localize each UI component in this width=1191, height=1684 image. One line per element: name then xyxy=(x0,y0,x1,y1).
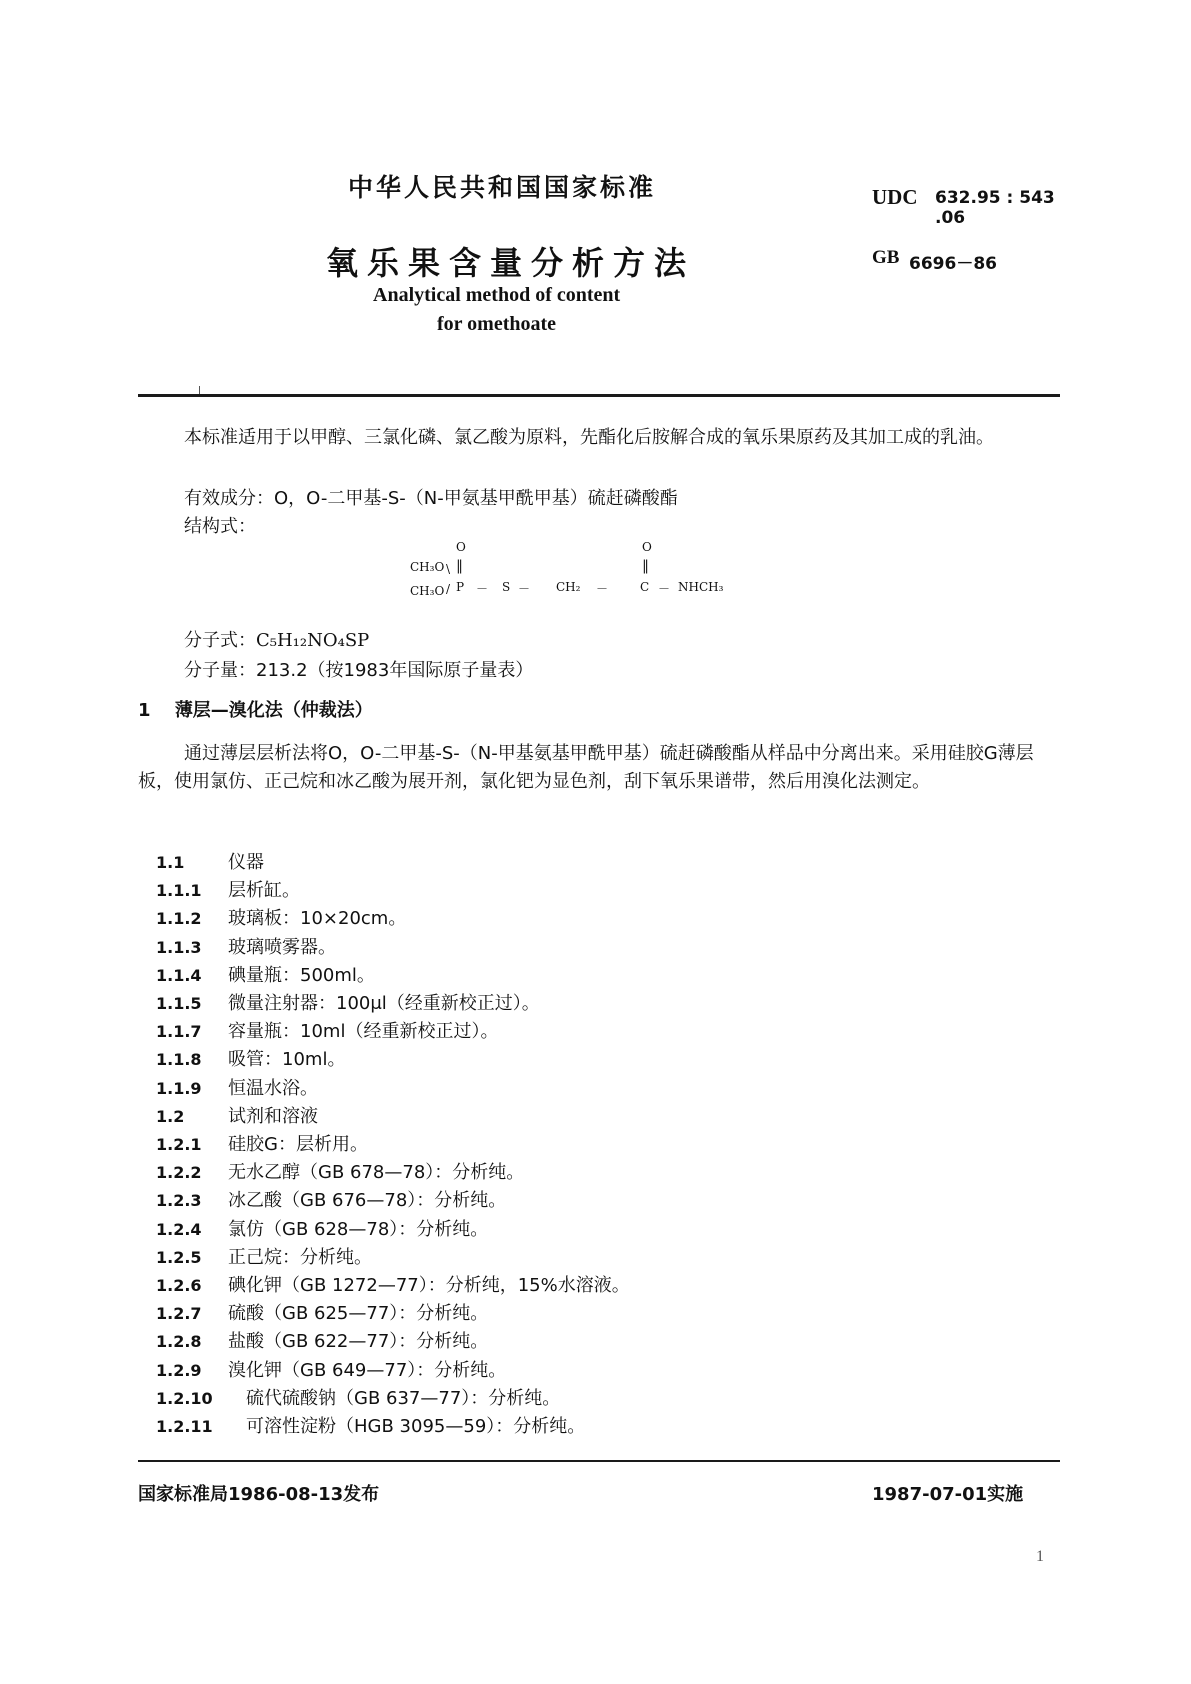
effective-date: 1987-07-01实施 xyxy=(872,1484,1024,1505)
bond-dash-1: － xyxy=(476,582,489,596)
structure-label: 结构式： xyxy=(184,516,256,537)
clause-number: 1.1.7 xyxy=(156,1022,202,1042)
clause-text: 玻璃喷雾器。 xyxy=(228,936,336,958)
page-number: 1 xyxy=(1036,1548,1044,1565)
structural-formula xyxy=(410,540,730,612)
clause-number: 1.2.5 xyxy=(156,1247,202,1267)
clause-number: 1.1.5 xyxy=(156,994,202,1013)
page-title: 氧乐果含量分析方法 xyxy=(326,244,696,282)
bond-upper: \ xyxy=(446,562,451,576)
clause-item xyxy=(156,1102,318,1128)
clause-text: 玻璃板：10×20cm。 xyxy=(228,908,407,930)
udc-value: 632.95 : 543 xyxy=(935,188,1055,208)
principle-paragraph: 通过薄层层析法将O，O-二甲基-S-（N-甲基氨基甲酰甲基）硫赶磷酸酯从样品中分离出来。采用硅胶G薄层板，使用氯仿、正己烷和冰乙酸为展开剂，氯化钯为显色剂，刮下氧乐果谱带，然后用溴化法测定。 xyxy=(138,743,1034,792)
clause-text: 盐酸（GB 622—77）：分析纯。 xyxy=(228,1331,489,1353)
clause-text: 硫代硫酸钠（GB 637—77）：分析纯。 xyxy=(246,1387,561,1409)
clause-item xyxy=(156,1299,488,1325)
clause-item xyxy=(156,933,336,959)
clause-text: 试剂和溶液 xyxy=(228,1105,318,1127)
clause-number: 1.2.10 xyxy=(156,1388,213,1408)
clause-number: 1.1 xyxy=(156,853,185,872)
clause-text: 仪器 xyxy=(228,852,264,873)
clause-text: 正己烷：分析纯。 xyxy=(228,1246,372,1268)
clause-text: 层析缸。 xyxy=(228,880,300,902)
clause-text: 碘量瓶：500ml。 xyxy=(228,964,375,986)
clause-text: 恒温水浴。 xyxy=(228,1077,318,1099)
methoxy-group-2: CH₃O xyxy=(410,584,445,598)
clause-number: 1.1.2 xyxy=(156,909,202,929)
clause-text: 吸管：10ml。 xyxy=(228,1049,346,1071)
clause-item xyxy=(156,1215,488,1241)
clause-text: 无水乙醇（GB 678—78）：分析纯。 xyxy=(228,1162,525,1184)
clause-text: 溴化钾（GB 649—77）：分析纯。 xyxy=(228,1359,507,1381)
gb-number: 6696－86 xyxy=(909,254,997,274)
clause-item xyxy=(156,989,540,1015)
clause-number: 1.2.4 xyxy=(156,1219,202,1239)
scope-paragraph: 本标准适用于以甲醇、三氯化磷、氯乙酸为原料，先酯化后胺解合成的氧乐果原药及其加工成的乳油。 xyxy=(184,427,994,448)
clause-item xyxy=(156,904,406,930)
methylamino-group: NHCH₃ xyxy=(678,580,724,594)
clause-item xyxy=(156,1356,506,1382)
molecular-mass: 分子量：213.2（按1983年国际原子量表） xyxy=(184,660,534,681)
clause-number: 1.2.8 xyxy=(156,1332,202,1352)
clause-number: 1.2.11 xyxy=(156,1417,213,1436)
standard-type: 中华人民共和国国家标准 xyxy=(348,173,657,202)
clause-item xyxy=(156,1017,498,1043)
bond-dash-4: － xyxy=(658,582,671,596)
clause-number: 1.2.6 xyxy=(156,1276,202,1295)
section-1-heading xyxy=(138,696,373,722)
clause-number: 1.1.8 xyxy=(156,1050,202,1070)
clause-number: 1.1.9 xyxy=(156,1078,202,1098)
top-rule xyxy=(138,394,1060,397)
clause-item xyxy=(156,1158,524,1184)
clause-text: 硅胶G：层析用。 xyxy=(228,1134,368,1155)
clause-number: 1.2.9 xyxy=(156,1360,202,1380)
clause-item xyxy=(156,961,375,987)
bottom-rule xyxy=(138,1460,1060,1462)
oxygen-top-left: O xyxy=(456,540,466,554)
active-ingredient: 有效成分：O，O-二甲基-S-（N-甲氨基甲酰甲基）硫赶磷酸酯 xyxy=(184,488,678,509)
bond-dash-2: － xyxy=(518,582,531,596)
bond-dash-3: － xyxy=(596,582,609,596)
clause-item xyxy=(156,1327,488,1353)
clause-number: 1.1.1 xyxy=(156,881,202,901)
clause-text: 可溶性淀粉（HGB 3095—59）：分析纯。 xyxy=(246,1416,586,1437)
clause-text: 氯仿（GB 628—78）：分析纯。 xyxy=(228,1218,489,1240)
clause-item xyxy=(156,1384,560,1410)
phosphorus-atom: P xyxy=(456,580,465,594)
molecular-formula xyxy=(184,626,369,652)
oxygen-top-right: O xyxy=(642,540,652,554)
clause-item xyxy=(156,1243,372,1269)
english-title-line1: Analytical method of content xyxy=(373,284,621,306)
clause-item xyxy=(156,876,300,902)
clause-text: 碘化钾（GB 1272—77）：分析纯，15%水溶液。 xyxy=(228,1275,630,1296)
clause-item xyxy=(156,1412,585,1438)
clause-item xyxy=(156,1130,368,1156)
clause-text: 冰乙酸（GB 676—78）：分析纯。 xyxy=(228,1190,507,1212)
clause-item xyxy=(156,1074,318,1100)
methoxy-group-1: CH₃O xyxy=(410,560,445,574)
udc-value-continued: .06 xyxy=(935,208,966,228)
clause-item xyxy=(156,1271,630,1297)
clause-text: 容量瓶：10ml（经重新校正过）。 xyxy=(228,1021,499,1043)
clause-number: 1.2.7 xyxy=(156,1304,202,1324)
clause-number: 1.2 xyxy=(156,1106,185,1126)
carbonyl-carbon: C xyxy=(640,580,650,594)
sulfur-atom: S xyxy=(502,580,511,594)
formula-label: 分子式： xyxy=(184,630,256,651)
gb-label: GB xyxy=(872,247,900,268)
clause-item xyxy=(156,1186,506,1212)
clause-number: 1.2.1 xyxy=(156,1135,202,1154)
clause-number: 1.2.3 xyxy=(156,1191,202,1211)
methylene-group: CH₂ xyxy=(556,580,581,594)
clause-item xyxy=(156,848,264,874)
clause-number: 1.1.3 xyxy=(156,937,202,957)
rule-tick-mark xyxy=(199,386,200,394)
udc-label: UDC xyxy=(872,185,918,209)
clause-item xyxy=(156,1045,345,1071)
clause-text: 微量注射器：100μl（经重新校正过）。 xyxy=(228,993,540,1014)
formula-value: C₅H₁₂NO₄SP xyxy=(256,630,370,651)
english-title-line2: for omethoate xyxy=(437,313,557,335)
clause-number: 1.1.4 xyxy=(156,965,202,985)
clause-number: 1.2.2 xyxy=(156,1163,202,1183)
clause-text: 硫酸（GB 625—77）：分析纯。 xyxy=(228,1303,489,1325)
bond-lower: / xyxy=(446,582,451,596)
double-bond-left: ‖ xyxy=(456,558,463,574)
double-bond-right: ‖ xyxy=(642,558,649,574)
section-1-title: 薄层—溴化法（仲裁法） xyxy=(174,700,373,721)
issue-date: 国家标准局1986-08-13发布 xyxy=(138,1484,380,1505)
section-1-number: 1 xyxy=(138,700,151,721)
